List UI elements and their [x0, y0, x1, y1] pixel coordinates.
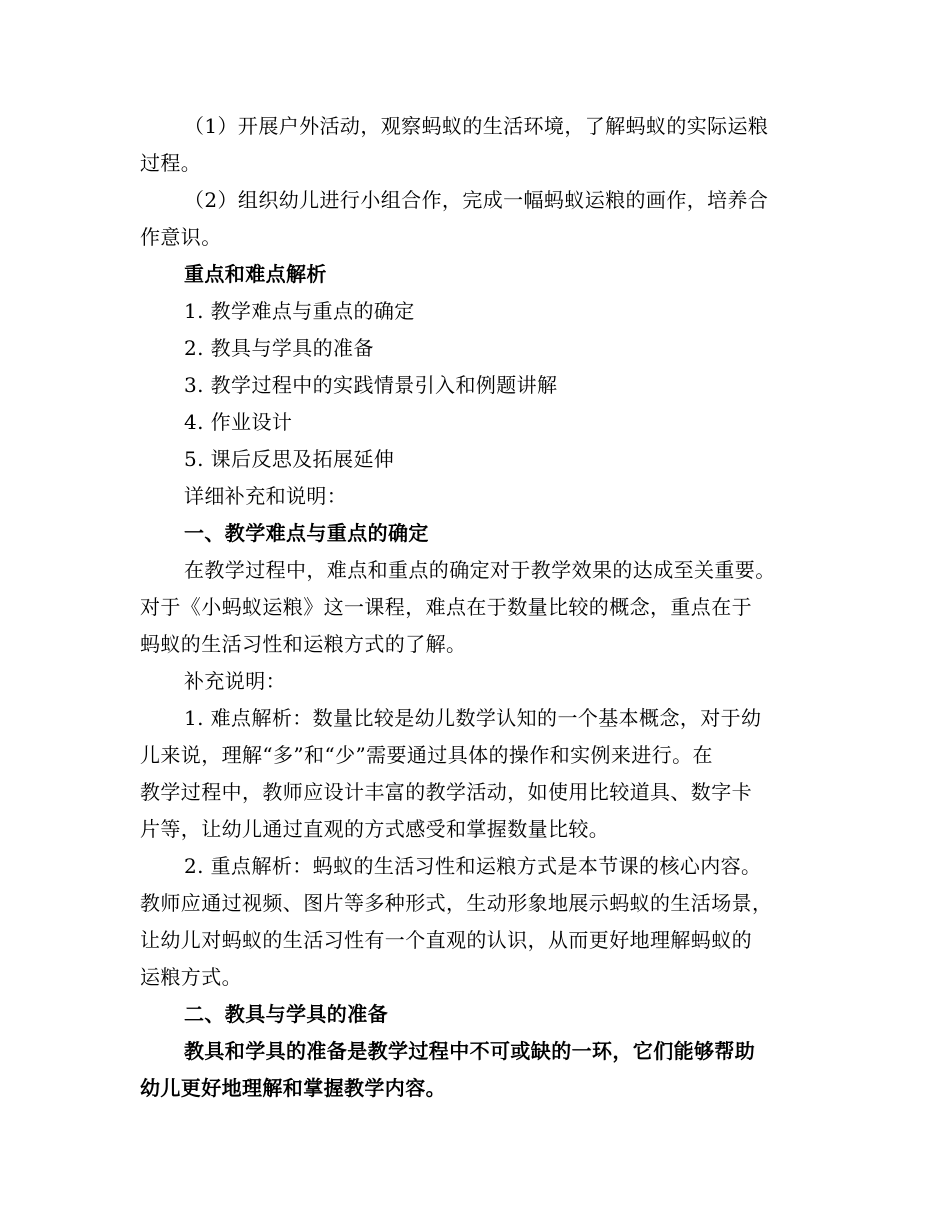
text-line: 过程。 — [140, 151, 202, 175]
text-line: 3. 教学过程中的实践情景引入和例题讲解 — [184, 373, 558, 397]
text-line: 2. 教具与学具的准备 — [184, 336, 374, 360]
document-page — [140, 108, 808, 1107]
text-line: 运粮方式。 — [140, 965, 242, 989]
heading-line: 重点和难点解析 — [184, 262, 327, 286]
text-line: 教学过程中，教师应设计丰富的教学活动，如使用比较道具、数字卡 — [140, 780, 752, 804]
text-line: 1. 教学难点与重点的确定 — [184, 299, 415, 323]
text-line: 蚂蚁的生活习性和运粮方式的了解。 — [140, 632, 467, 656]
text-line: 2. 重点解析：蚂蚁的生活习性和运粮方式是本节课的核心内容。 — [184, 854, 762, 878]
text-line: 对于《小蚂蚁运粮》这一课程，难点在于数量比较的概念，重点在于 — [140, 595, 752, 619]
text-line: 作意识。 — [140, 225, 222, 249]
text-line: （1）开展户外活动，观察蚂蚁的生活环境，了解蚂蚁的实际运粮 — [184, 114, 769, 138]
text-line: 片等，让幼儿通过直观的方式感受和掌握数量比较。 — [140, 817, 610, 841]
text-line: 4. 作业设计 — [184, 410, 293, 434]
text-line: 儿来说，理解“多”和“少”需要通过具体的操作和实例来进行。在 — [140, 743, 713, 767]
heading-line: 二、教具与学具的准备 — [184, 1002, 388, 1026]
text-line: 5. 课后反思及拓展延伸 — [184, 447, 395, 471]
heading-line: 幼儿更好地理解和掌握教学内容。 — [140, 1076, 446, 1100]
text-line: 在教学过程中，难点和重点的确定对于教学效果的达成至关重要。 — [184, 558, 776, 582]
heading-line: 教具和学具的准备是教学过程中不可或缺的一环，它们能够帮助 — [184, 1039, 756, 1063]
text-line: 详细补充和说明： — [184, 484, 348, 508]
text-line: （2）组织幼儿进行小组合作，完成一幅蚂蚁运粮的画作，培养合 — [184, 188, 769, 212]
heading-line: 一、教学难点与重点的确定 — [184, 521, 429, 545]
text-line: 补充说明： — [184, 669, 286, 693]
text-line: 教师应通过视频、图片等多种形式，生动形象地展示蚂蚁的生活场景， — [140, 891, 773, 915]
text-line: 让幼儿对蚂蚁的生活习性有一个直观的认识，从而更好地理解蚂蚁的 — [140, 928, 752, 952]
text-line: 1. 难点解析：数量比较是幼儿数学认知的一个基本概念，对于幼 — [184, 706, 762, 730]
